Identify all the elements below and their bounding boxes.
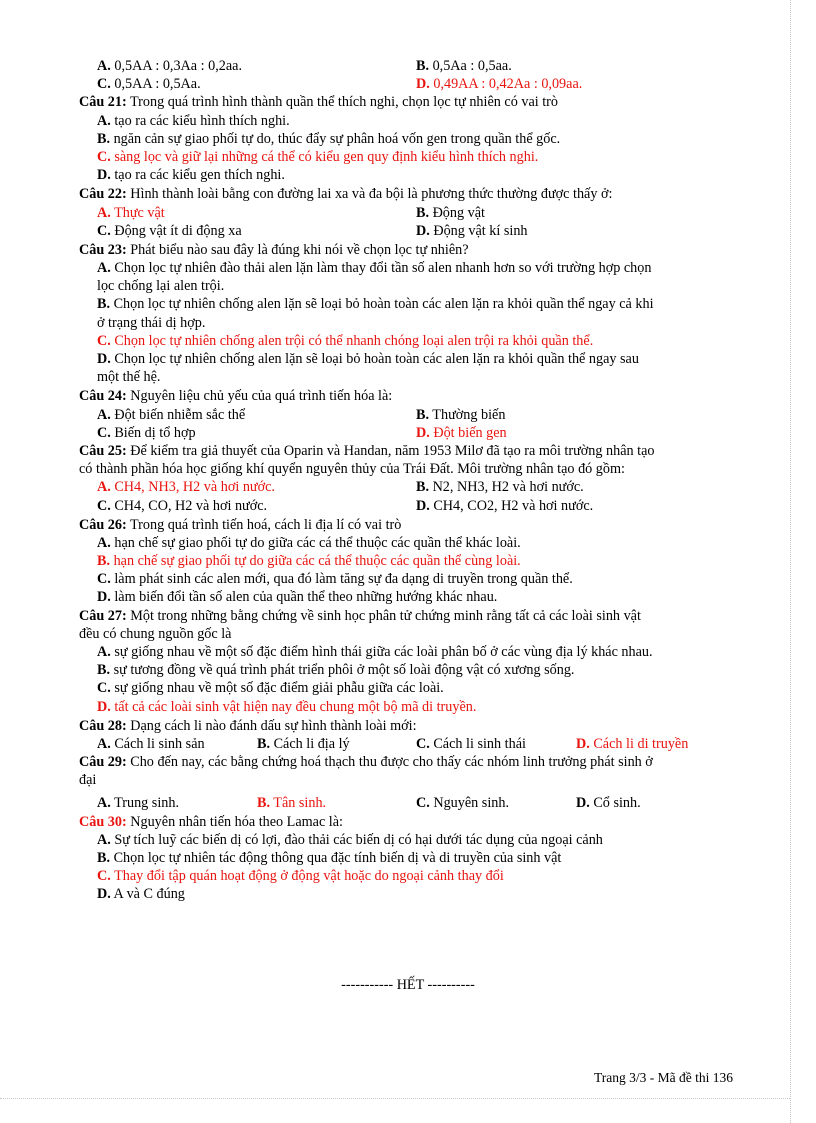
q21-option-c-answer: C. sàng lọc và giữ lại những cá thể có kiểu gen quy định kiểu hình thích nghi.: [97, 148, 539, 165]
question-27: Câu 27: Một trong những bằng chứng về sinh học phân tử chứng minh rằng tất cả các loài sinh vật: [79, 607, 641, 624]
question-29: Câu 29: Cho đến nay, các bằng chứng hoá thạch thu được cho thấy các nhóm linh trưởng phát sinh ở: [79, 754, 653, 771]
q29-option-d: D. Cổ sinh.: [576, 794, 641, 811]
question-26: Câu 26: Trong quá trình tiến hoá, cách li địa lí có vai trò: [79, 516, 402, 533]
q28-options-row: [79, 735, 744, 753]
q28-option-b: B. Cách li địa lý: [257, 735, 350, 752]
q27-option-c: C. sự giống nhau về một số đặc điểm giải phẫu giữa các loài.: [97, 680, 444, 697]
q25-options-row-2: [79, 497, 744, 515]
q23-option-c-answer: C. Chọn lọc tự nhiên chống alen trội có thể nhanh chóng loại alen trội ra khỏi quần thể.: [97, 332, 594, 349]
q30-option-a: A. Sự tích luỹ các biến dị có lợi, đào thải các biến dị có hại dưới tác dụng của ngoại cảnh: [97, 831, 603, 848]
q24-option-b: B. Thường biến: [416, 406, 506, 423]
q26-option-d: D. làm biến đổi tần số alen của quần thể theo những hướng khác nhau.: [97, 589, 498, 606]
q24-options-row-1: [79, 406, 744, 424]
q22-option-b: B. Động vật: [416, 204, 485, 221]
page-edge-right: [790, 0, 791, 1123]
q21-option-a: A. tạo ra các kiểu hình thích nghi.: [97, 112, 290, 129]
page-footer: Trang 3/3 - Mã đề thi 136: [594, 1070, 733, 1085]
option-d-answer: D. 0,49AA : 0,42Aa : 0,09aa.: [416, 76, 583, 93]
exam-content: [79, 57, 744, 904]
q30-option-c-answer: C. Thay đổi tập quán hoạt động ở động vật hoặc do ngoại cảnh thay đổi: [97, 868, 504, 885]
q22-options-row-1: [79, 204, 744, 222]
q29-option-c: C. Nguyên sinh.: [416, 794, 510, 811]
q28-option-d-answer: D. Cách li di truyền: [576, 735, 689, 752]
q24-option-c: C. Biến dị tổ hợp: [97, 424, 196, 441]
q25-option-a-answer: A. CH4, NH3, H2 và hơi nước.: [97, 479, 275, 496]
q27-option-a: A. sự giống nhau về một số đặc điểm hình thái giữa các loài phân bố ở các vùng địa lý khác nhau.: [97, 644, 653, 660]
option-a: A. 0,5AA : 0,3Aa : 0,2aa.: [97, 58, 243, 74]
question-22: Câu 22: Hình thành loài bằng con đường lai xa và đa bội là phương thức thường được thấy ở:: [79, 186, 613, 203]
q23-option-a-cont: lọc chống lại alen trội.: [97, 278, 225, 295]
q22-option-a-answer: A. Thực vật: [97, 204, 165, 221]
q26-option-a: A. hạn chế sự giao phối tự do giữa các cá thể thuộc các quần thể khác loài.: [97, 534, 521, 551]
option-b: B. 0,5Aa : 0,5aa.: [416, 58, 512, 74]
q23-option-b-cont: ở trạng thái dị hợp.: [97, 314, 206, 331]
page-edge-bottom: [0, 1098, 790, 1099]
q22-options-row-2: [79, 222, 744, 240]
q29-options-row: [79, 794, 744, 812]
q26-option-c: C. làm phát sinh các alen mới, qua đó làm tăng sự đa dạng di truyền trong quần thể.: [97, 571, 573, 588]
q29-option-b-answer: B. Tân sinh.: [257, 794, 327, 811]
question-30: Câu 30: Nguyên nhân tiến hóa theo Lamac là:: [79, 813, 343, 830]
question-28: Câu 28: Dạng cách li nào đánh dấu sự hình thành loài mới:: [79, 717, 417, 734]
q26-option-b-answer: B. hạn chế sự giao phối tự do giữa các cá thể thuộc các quần thể cùng loài.: [97, 553, 521, 570]
question-21: Câu 21: Trong quá trình hình thành quần thể thích nghi, chọn lọc tự nhiên có vai trò: [79, 94, 558, 111]
prev-options-row-2: [79, 75, 744, 93]
prev-options-row-1: [79, 57, 744, 75]
q30-option-b: B. Chọn lọc tự nhiên tác động thông qua đặc tính biến dị và di truyền của sinh vật: [97, 850, 562, 867]
q28-option-c: C. Cách li sinh thái: [416, 735, 526, 752]
q22-option-c: C. Động vật ít di động xa: [97, 222, 242, 239]
question-24: Câu 24: Nguyên liệu chủ yếu của quá trình tiến hóa là:: [79, 388, 393, 405]
q29-option-a: A. Trung sinh.: [97, 794, 180, 811]
end-marker: ----------- HẾT ----------: [341, 977, 475, 993]
q22-option-d: D. Động vật kí sinh: [416, 222, 528, 239]
q25-option-c: C. CH4, CO, H2 và hơi nước.: [97, 497, 268, 514]
q21-option-d: D. tạo ra các kiểu gen thích nghi.: [97, 167, 285, 184]
q23-option-d-cont: một thế hệ.: [97, 369, 161, 386]
q24-option-a: A. Đột biến nhiễm sắc thể: [97, 406, 246, 423]
q25-options-row-1: [79, 478, 744, 496]
q28-option-a: A. Cách li sinh sản: [97, 735, 205, 752]
option-c: C. 0,5AA : 0,5Aa.: [97, 76, 201, 93]
question-29-cont: đại: [79, 772, 97, 789]
q27-option-d-answer: D. tất cả các loài sinh vật hiện nay đều chung một bộ mã di truyền.: [97, 698, 477, 715]
q24-options-row-2: [79, 424, 744, 442]
q23-option-b: B. Chọn lọc tự nhiên chống alen lặn sẽ loại bỏ hoàn toàn các alen lặn ra khỏi quần thể ngay cả khi: [97, 296, 654, 313]
q25-option-b: B. N2, NH3, H2 và hơi nước.: [416, 479, 584, 496]
q23-option-a: A. Chọn lọc tự nhiên đào thải alen lặn làm thay đổi tần số alen nhanh hơn so với trường hợp chọn: [97, 260, 652, 277]
q21-option-b: B. ngăn cản sự giao phối tự do, thúc đẩy sự phân hoá vốn gen trong quần thể gốc.: [97, 130, 561, 147]
q25-option-d: D. CH4, CO2, H2 và hơi nước.: [416, 497, 594, 514]
q24-option-d-answer: D. Đột biến gen: [416, 424, 507, 441]
question-25: Câu 25: Để kiểm tra giả thuyết của Oparin và Handan, năm 1953 Milơ đã tạo ra môi trường nhân tạo: [79, 442, 655, 459]
q27-option-b: B. sự tương đồng về quá trình phát triển phôi ở một số loài động vật có xương sống.: [97, 662, 575, 679]
question-27-cont: đều có chung nguồn gốc là: [79, 625, 232, 642]
question-25-cont: có thành phần hóa học giống khí quyển nguyên thủy của Trái Đất. Môi trường nhân tạo đó gồm:: [79, 461, 625, 478]
question-23: Câu 23: Phát biểu nào sau đây là đúng khi nói về chọn lọc tự nhiên?: [79, 241, 469, 258]
q30-option-d: D. A và C đúng: [97, 886, 185, 903]
q23-option-d: D. Chọn lọc tự nhiên chống alen lặn sẽ loại bỏ hoàn toàn các alen lặn ra khỏi quần thể ngay sau: [97, 351, 639, 367]
